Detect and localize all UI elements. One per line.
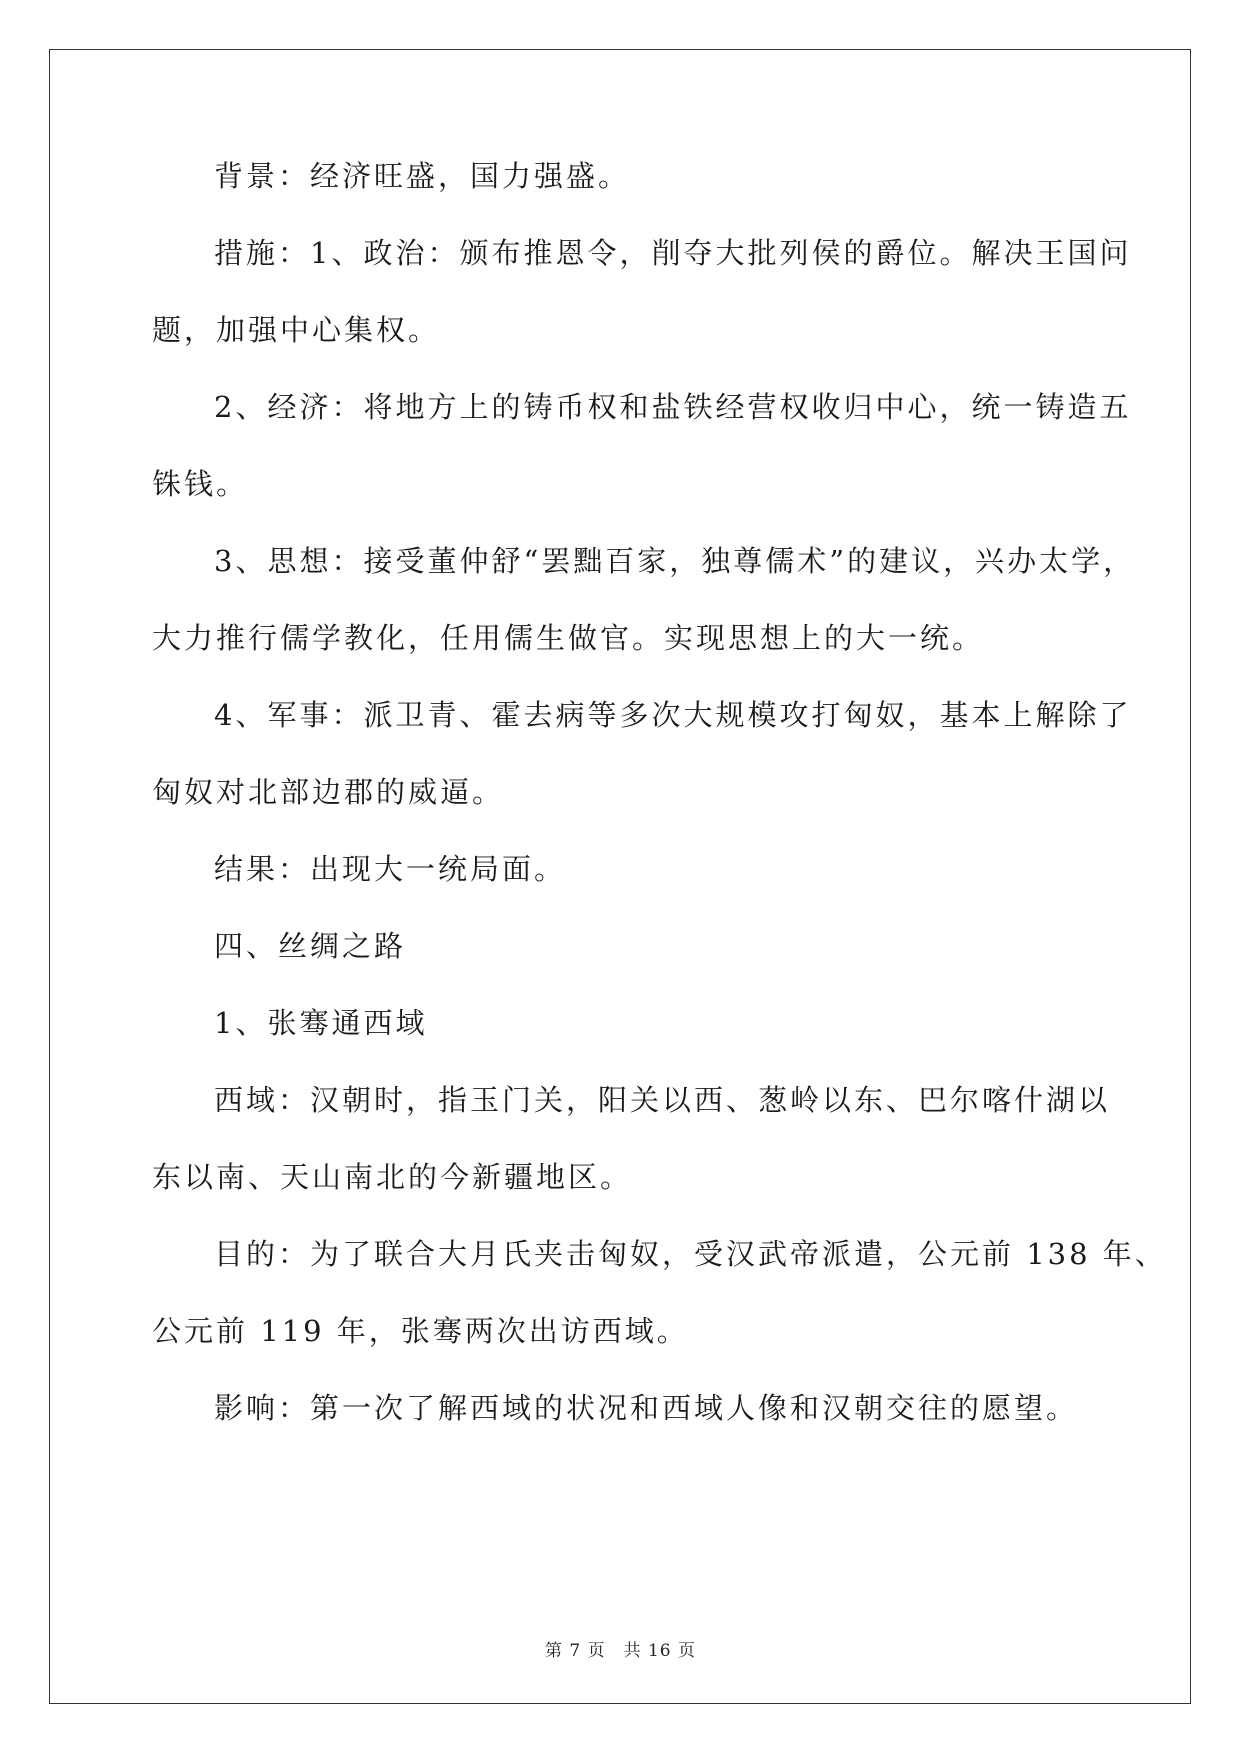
paragraph-line: 2、经济：将地方上的铸币权和盐铁经营权收归中心，统一铸造五: [214, 390, 1132, 424]
paragraph-line: 铢钱。: [152, 467, 249, 501]
paragraph-line: 西域：汉朝时，指玉门关，阳关以西、葱岭以东、巴尔喀什湖以: [214, 1083, 1111, 1117]
paragraph-line: 4、军事：派卫青、霍去病等多次大规模攻打匈奴，基本上解除了: [214, 698, 1132, 732]
document-body: [152, 159, 1167, 1469]
paragraph-line: 影响：第一次了解西域的状况和西域人像和汉朝交往的愿望。: [214, 1391, 1079, 1425]
page-number: 第 7 页 共 16 页: [544, 1641, 697, 1661]
section-heading: 四、丝绸之路: [214, 929, 407, 963]
paragraph-line: 公元前 119 年，张骞两次出访西域。: [152, 1314, 689, 1348]
paragraph-line: 结果：出现大一统局面。: [214, 852, 567, 886]
paragraph-line: 目的：为了联合大月氏夹击匈奴，受汉武帝派遣，公元前 138 年、: [214, 1237, 1167, 1271]
paragraph-line: 匈奴对北部边郡的威逼。: [152, 775, 505, 809]
paragraph-line: 背景：经济旺盛，国力强盛。: [214, 159, 631, 193]
paragraph-line: 3、思想：接受董仲舒“罢黜百家，独尊儒术”的建议，兴办太学，: [214, 544, 1136, 578]
paragraph-line: 大力推行儒学教化，任用儒生做官。实现思想上的大一统。: [152, 621, 985, 655]
subsection-heading: 1、张骞通西域: [214, 1006, 428, 1040]
paragraph-line: 东以南、天山南北的今新疆地区。: [152, 1160, 633, 1194]
paragraph-line: 措施：1、政治：颁布推恩令，削夺大批列侯的爵位。解决王国问: [214, 236, 1132, 270]
paragraph-line: 题，加强中心集权。: [152, 313, 441, 347]
